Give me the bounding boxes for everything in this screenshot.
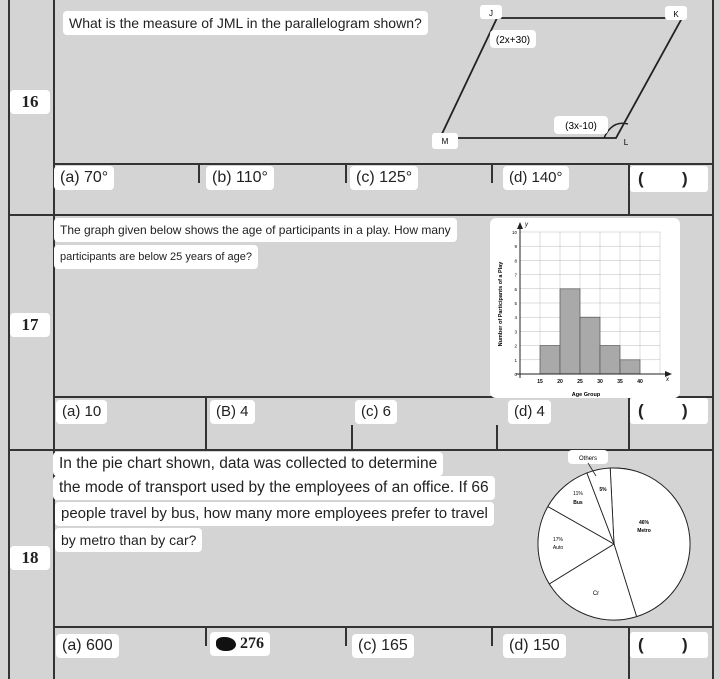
transport-pie-chart bbox=[530, 448, 710, 626]
y-tick-label: 9 bbox=[514, 244, 517, 250]
angle-bottom-label: (3x-10) bbox=[565, 121, 597, 132]
pie-label-5pct: 5% bbox=[599, 487, 607, 493]
x-axis-symbol: x bbox=[666, 377, 669, 383]
y-tick-label: 7 bbox=[514, 272, 517, 278]
answer-close-paren: ) bbox=[682, 635, 688, 654]
question-number-17: 17 bbox=[10, 313, 50, 337]
question-17-text-line1: The graph given below shows the age of participants in a play. How many bbox=[54, 218, 457, 242]
option-16-c[interactable]: (c) 125° bbox=[350, 166, 418, 190]
x-tick-label: 20 bbox=[557, 379, 563, 385]
option-divider bbox=[345, 626, 347, 646]
number-column-divider bbox=[53, 0, 55, 679]
answer-open-paren: ( bbox=[638, 635, 644, 654]
option-16-b[interactable]: (b) 110° bbox=[206, 166, 274, 190]
question-18-text-line3: people travel by bus, how many more employees prefer to travel bbox=[55, 502, 494, 526]
histogram-bar bbox=[620, 360, 640, 374]
answer-box-18[interactable] bbox=[630, 632, 708, 658]
age-histogram bbox=[490, 218, 680, 398]
option-divider bbox=[496, 425, 498, 449]
option-18-b[interactable] bbox=[210, 632, 270, 656]
vertex-l-label: L bbox=[623, 138, 629, 147]
pie-label-bus: Bus bbox=[573, 500, 583, 506]
angle-top-label: (2x+30) bbox=[495, 35, 531, 46]
scribble-mark-icon bbox=[216, 637, 236, 651]
option-divider bbox=[205, 626, 207, 646]
option-17-b[interactable]: (B) 4 bbox=[210, 400, 255, 424]
y-tick-label: 6 bbox=[514, 286, 517, 292]
option-16-d[interactable]: (d) 140° bbox=[503, 166, 569, 190]
option-18-a[interactable]: (a) 600 bbox=[56, 634, 119, 658]
pie-label-metro: Metro bbox=[637, 528, 651, 534]
x-tick-label: 40 bbox=[637, 379, 643, 385]
x-tick-label: 25 bbox=[577, 379, 583, 385]
option-divider bbox=[351, 425, 353, 449]
y-tick-label: 2 bbox=[514, 343, 517, 349]
option-17-c[interactable]: (c) 6 bbox=[355, 400, 397, 424]
option-divider bbox=[205, 396, 207, 449]
question-number-18: 18 bbox=[10, 546, 50, 570]
vertex-k-label: K bbox=[673, 10, 679, 19]
question-18-text-line2: the mode of transport used by the employees of an office. If 66 bbox=[53, 476, 495, 500]
option-divider bbox=[491, 626, 493, 646]
pie-label-car: Cr bbox=[592, 591, 600, 597]
x-tick-label: 15 bbox=[537, 379, 543, 385]
answer-open-paren: ( bbox=[638, 169, 644, 188]
option-divider bbox=[345, 163, 347, 183]
answer-box-17[interactable] bbox=[630, 398, 708, 424]
pie-label-others: Others bbox=[578, 456, 598, 462]
outer-right-border bbox=[712, 0, 714, 679]
question-18-text-line4: by metro than by car? bbox=[55, 528, 202, 552]
y-tick-label: 0 bbox=[514, 372, 517, 377]
histogram-bar bbox=[600, 346, 620, 374]
y-tick-label: 8 bbox=[514, 258, 517, 264]
answer-close-paren: ) bbox=[682, 401, 688, 420]
row-divider-16-17 bbox=[8, 214, 714, 216]
parallelogram-figure bbox=[430, 2, 690, 152]
pie-label-17pct: 17% bbox=[552, 537, 564, 543]
question-number-16: 16 bbox=[10, 90, 50, 114]
x-tick-label: 35 bbox=[617, 379, 623, 385]
y-tick-label: 3 bbox=[514, 329, 517, 335]
y-tick-label: 4 bbox=[514, 315, 517, 321]
option-row-rule bbox=[53, 163, 714, 165]
option-row-rule bbox=[53, 626, 714, 628]
option-18-b-value: 276 bbox=[240, 635, 264, 652]
vertex-m-label: M bbox=[441, 137, 449, 146]
answer-box-16[interactable] bbox=[630, 166, 708, 192]
pie-label-auto: Auto bbox=[552, 545, 564, 551]
question-16-text: What is the measure of JML in the parallelogram shown? bbox=[63, 11, 428, 35]
option-18-c[interactable]: (c) 165 bbox=[352, 634, 414, 658]
y-tick-label: 10 bbox=[511, 230, 517, 235]
y-tick-label: 5 bbox=[514, 301, 517, 306]
question-17-text-line2: participants are below 25 years of age? bbox=[54, 245, 258, 269]
y-axis-label: Number of Participants of a Play bbox=[498, 261, 504, 347]
option-16-a[interactable]: (a) 70° bbox=[54, 166, 114, 190]
option-divider bbox=[198, 163, 200, 183]
histogram-bar bbox=[540, 346, 560, 374]
option-17-d[interactable]: (d) 4 bbox=[508, 400, 551, 424]
answer-close-paren: ) bbox=[682, 169, 688, 188]
vertex-j-label: J bbox=[489, 9, 493, 18]
option-divider bbox=[491, 163, 493, 183]
x-tick-label: 30 bbox=[597, 379, 603, 385]
histogram-bar bbox=[580, 317, 600, 374]
x-axis-label: Age Group bbox=[571, 392, 601, 398]
answer-open-paren: ( bbox=[638, 401, 644, 420]
question-18-text-line1: In the pie chart shown, data was collected to determine bbox=[53, 452, 443, 476]
histogram-bar bbox=[560, 289, 580, 374]
pie-label-11pct: 11% bbox=[573, 491, 583, 497]
option-18-d[interactable]: (d) 150 bbox=[503, 634, 566, 658]
pie-label-46pct: 46% bbox=[638, 520, 650, 526]
option-17-a[interactable]: (a) 10 bbox=[56, 400, 107, 424]
y-axis-symbol: y bbox=[525, 222, 528, 228]
y-tick-label: 1 bbox=[514, 357, 517, 363]
